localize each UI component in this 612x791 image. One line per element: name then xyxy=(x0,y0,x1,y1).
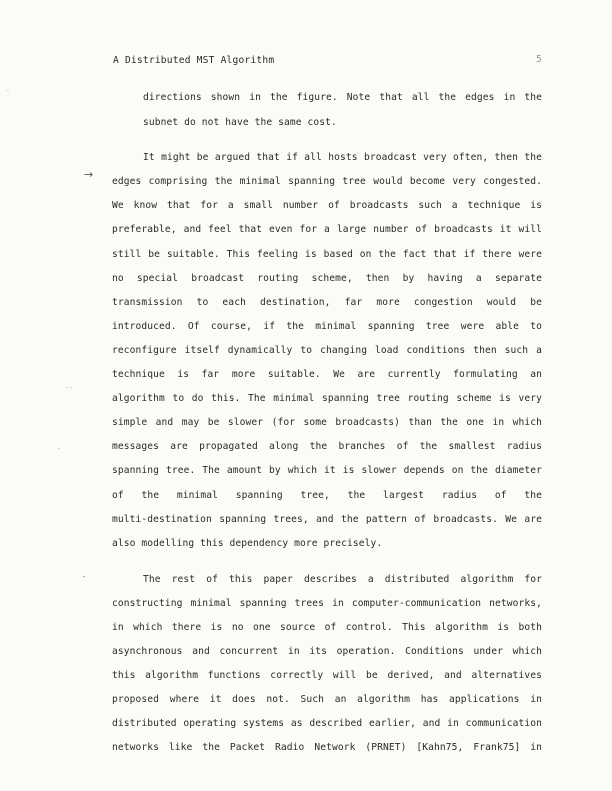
text-line: preferable, and feel that even for a large number of broadcasts it will xyxy=(112,224,542,235)
text-line: multi-destination spanning trees, and the pattern of broadcasts. We are xyxy=(112,514,542,525)
text-line: in which there is no one source of control. This algorithm is both xyxy=(112,622,542,633)
text-line: algorithm to do this. The minimal spanning tree routing scheme is very xyxy=(112,393,542,404)
text-line: introduced. Of course, if the minimal spanning tree were able to xyxy=(112,321,542,332)
text-line: distributed operating systems as described earlier, and in communication xyxy=(112,718,542,729)
text-line: It might be argued that if all hosts broadcast very often, then the xyxy=(143,152,542,163)
margin-speck: · · xyxy=(66,385,72,392)
text-line: simple and may be slower (for some broadcasts) than the one in which xyxy=(112,417,542,428)
text-line: The rest of this paper describes a distributed algorithm for xyxy=(143,574,542,585)
text-line: networks like the Packet Radio Network (PRNET) [Kahn75, Frank75] in xyxy=(112,742,542,753)
margin-dash: - xyxy=(83,573,86,581)
text-line: this algorithm functions correctly will be derived, and alternatives xyxy=(112,670,542,681)
text-line: messages are propagated along the branches of the smallest radius xyxy=(112,441,542,452)
text-line: technique is far more suitable. We are currently formulating an xyxy=(112,369,542,380)
running-header-title: A Distributed MST Algorithm xyxy=(113,55,275,66)
text-line: asynchronous and concurrent in its operation. Conditions under which xyxy=(112,646,542,657)
text-line: We know that for a small number of broadcasts such a technique is xyxy=(112,200,542,211)
text-line: directions shown in the figure. Note that all the edges in the xyxy=(143,92,542,103)
page-number: 5 xyxy=(536,54,542,65)
text-line: spanning tree. The amount by which it is slower depends on the diameter xyxy=(112,465,542,476)
text-line: still be suitable. This feeling is based on the fact that if there were xyxy=(112,249,542,260)
text-line: no special broadcast routing scheme, then by having a separate xyxy=(112,273,542,284)
text-line: reconfigure itself dynamically to changing load conditions then such a xyxy=(112,345,542,356)
text-line: proposed where it does not. Such an algorithm has applications in xyxy=(112,694,542,705)
text-line: of the minimal spanning tree, the largest radius of the xyxy=(112,490,542,501)
margin-speck: · xyxy=(7,88,9,95)
text-line: also modelling this dependency more precisely. xyxy=(112,538,383,549)
margin-speck: · xyxy=(58,446,60,453)
text-line: transmission to each destination, far more congestion would be xyxy=(112,297,542,308)
text-line: constructing minimal spanning trees in computer-communication networks, xyxy=(112,598,542,609)
text-line: edges comprising the minimal spanning tree would become very congested. xyxy=(112,176,542,187)
margin-arrow-mark: → xyxy=(84,168,94,181)
text-line: subnet do not have the same cost. xyxy=(143,117,337,128)
